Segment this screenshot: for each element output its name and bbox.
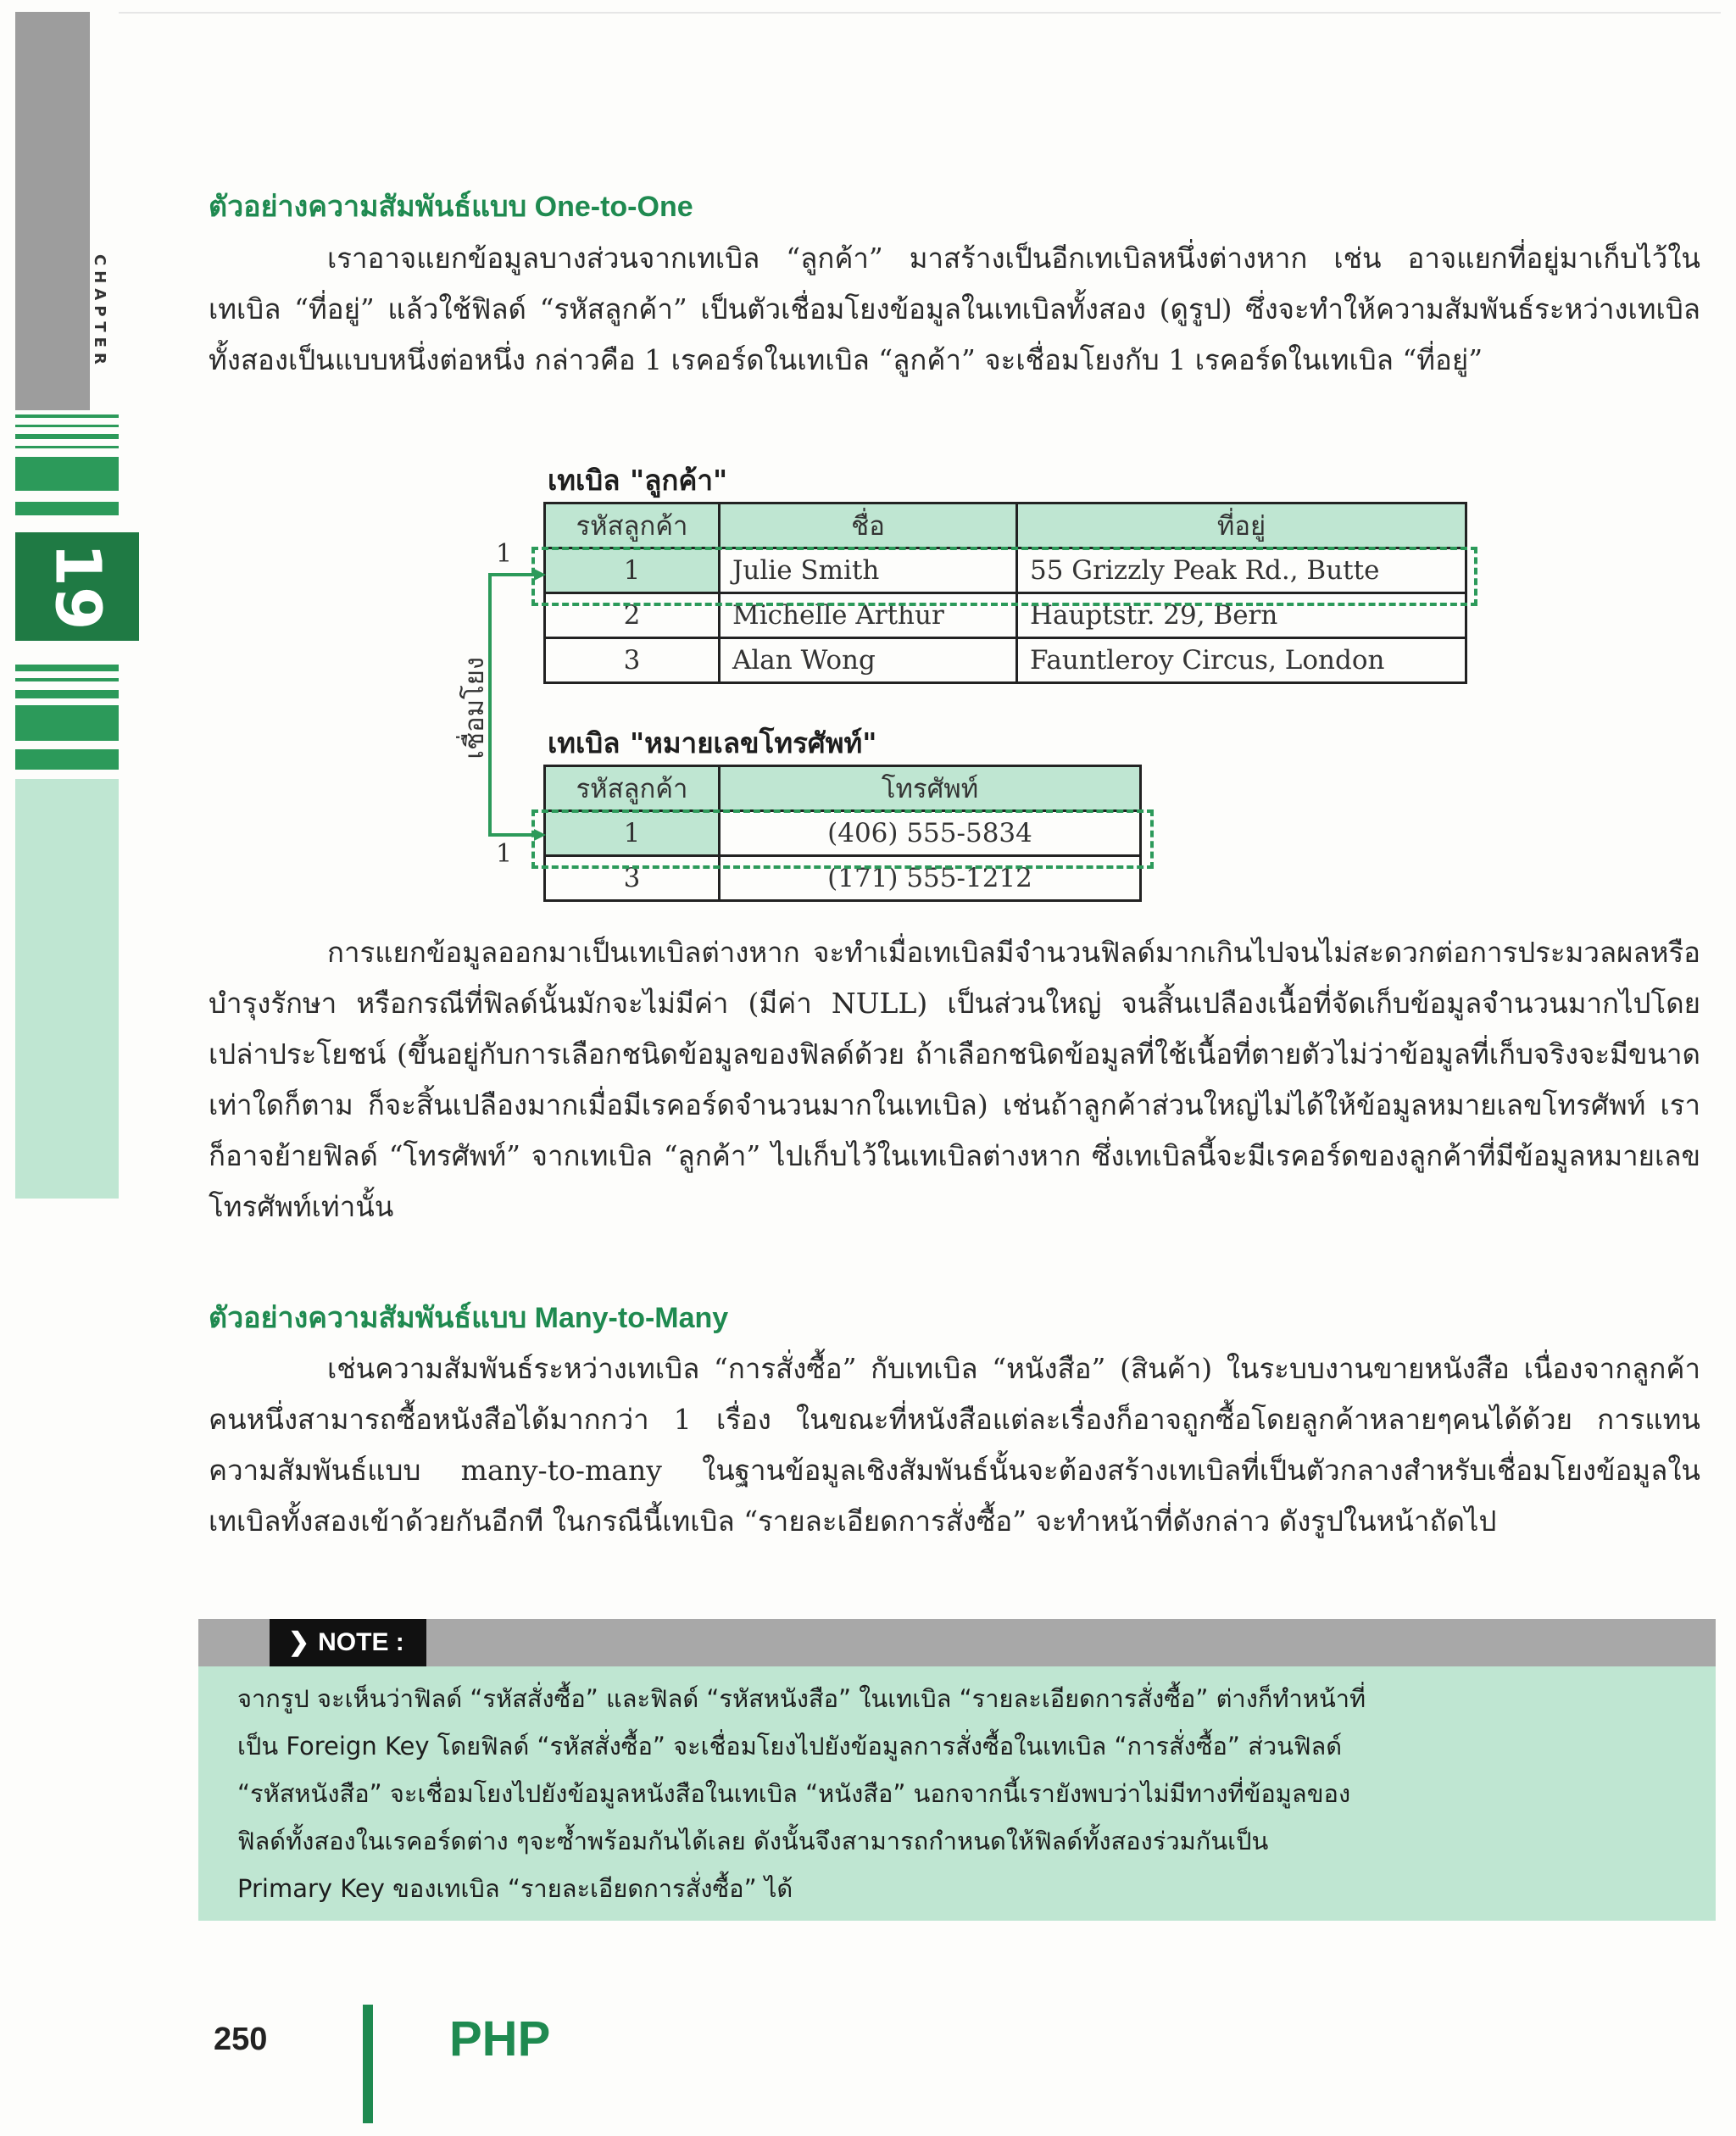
paragraph-text: การแยกข้อมูลออกมาเป็นเทเบิลต่างหาก จะทำเมื่อเทเบิลมีจำนวนฟิลด์มากเกินไปจนไม่สะดวกต่อการประมวลผลหรือบำรุงรักษา หรือกรณีที่ฟิลด์นั้นมักจะไม่มีค่า (มีค่า NULL) เป็นส่วนใหญ่ จนสิ้นเปลืองเนื้อที่จัดเก็บข้อมูลจำนวนมากไปโดยเปล่าประโยชน์ (ขึ้นอยู่กับการเลือกชนิดข้อมูลของฟิลด์ด้วย ถ้าเลือกชนิดข้อมูลที่ใช้เนื้อที่ตายตัวไม่ว่าข้อมูลที่เก็บจริงจะมีขนาดเท่าใดก็ตาม ก็จะสิ้นเปลืองมากเมื่อมีเรคอร์ดจำนวนมากในเทเบิล) เช่นถ้าลูกค้าส่วนใหญ่ไม่ได้ให้ข้อมูลหมายเลขโทรศัพท์ เราก็อาจย้ายฟิลด์ “โทรศัพท์” จากเทเบิล “ลูกค้า” ไปเก็บไว้ในเทเบิลต่างหาก ซึ่งเทเบิลนี้จะมีเรคอร์ดของลูกค้าที่มีข้อมูลหมายเลขโทรศัพท์เท่านั้น [209,936,1700,1223]
column-header: รหัสลูกค้า [545,766,720,811]
table-cell: 55 Grizzly Peak Rd., Butte [1017,548,1466,593]
strip-line [15,705,119,741]
customer-table-caption: เทเบิล "ลูกค้า" [548,464,728,497]
table-cell: (171) 555-1212 [720,856,1141,901]
paragraph-text: เราอาจแยกข้อมูลบางส่วนจากเทเบิล “ลูกค้า” มาสร้างเป็นอีกเทเบิลหนึ่งต่างหาก เช่น อาจแยกที่อยู่มาเก็บไว้ในเทเบิล “ที่อยู่” แล้วใช้ฟิลด์ “รหัสลูกค้า” เป็นตัวเชื่อมโยงข้อมูลในเทเบิลทั้งสอง (ดูรูป) ซึ่งจะทำให้ความสัมพันธ์ระหว่างเทเบิลทั้งสองเป็นแบบหนึ่งต่อหนึ่ง กล่าวคือ 1 เรคอร์ดในเทเบิล “ลูกค้า” จะเชื่อมโยงกับ 1 เรคอร์ดในเทเบิล “ที่อยู่” [209,242,1700,376]
chapter-number-box [15,532,139,641]
page-number: 250 [214,2022,268,2057]
column-header: ที่อยู่ [1017,503,1466,548]
link-label: เชื่อมโยง [459,657,490,759]
column-header: ชื่อ [720,503,1017,548]
paragraph-one-to-one [209,233,1700,386]
highlight-dashed-box [531,809,1154,869]
highlight-dashed-box [531,547,1477,606]
cardinality-one-top: 1 [496,539,513,569]
table-cell: Michelle Arthur [720,593,1017,638]
section-heading-one-to-one: ตัวอย่างความสัมพันธ์แบบ One-to-One [209,191,693,223]
table-header-row [545,766,1141,811]
table-row [545,638,1466,683]
strip-light-block [15,779,119,1199]
note-label [270,1619,426,1666]
paragraph-text: เช่นความสัมพันธ์ระหว่างเทเบิล “การสั่งซื้อ” กับเทเบิล “หนังสือ” (สินค้า) ในระบบงานขายหนังสือ เนื่องจากลูกค้าคนหนึ่งสามารถซื้อหนังสือได้มากกว่า 1 เรื่อง ในขณะที่หนังสือแต่ละเรื่องก็อาจถูกซื้อโดยลูกค้าหลายๆคนได้ด้วย การแทนความสัมพันธ์แบบ many-to-many ในฐานข้อมูลเชิงสัมพันธ์นั้นจะต้องสร้างเทเบิลที่เป็นตัวกลางสำหรับเชื่อมโยงข้อมูลในเทเบิลทั้งสองเข้าด้วยกันอีกที ในกรณีนี้เทเบิล “รายละเอียดการสั่งซื้อ” จะทำหน้าที่ดังกล่าว ดังรูปในหน้าถัดไป [209,1352,1700,1538]
cardinality-one-bottom: 1 [496,839,513,869]
note-text [237,1675,1678,1912]
table-cell: Hauptstr. 29, Bern [1017,593,1466,638]
note-line: จากรูป จะเห็นว่าฟิลด์ “รหัสสั่งซื้อ” และฟิลด์ “รหัสหนังสือ” ในเทเบิล “รายละเอียดการสั่งซื้อ” ต่างก็ทำหน้าที่ [237,1684,1366,1713]
table-cell: 3 [545,638,720,683]
arrow-head-icon [534,829,546,841]
strip-line [15,425,119,427]
strip-line [15,678,119,681]
strip-line [15,749,119,770]
table-cell: Fauntleroy Circus, London [1017,638,1466,683]
arrow-head-icon [534,569,546,581]
book-title: PHP [449,2011,551,2066]
section-heading-many-to-many: ตัวอย่างความสัมพันธ์แบบ Many-to-Many [209,1302,729,1334]
table-cell: Julie Smith [720,548,1017,593]
paragraph-many-to-many [209,1343,1700,1547]
chapter-label: CHAPTER [91,254,108,370]
note-line: Primary Key ของเทเบิล “รายละเอียดการสั่งซื้อ” ได้ [237,1874,793,1903]
chevron-right-icon: ❯ [288,1628,310,1656]
table-header-row [545,503,1466,548]
strip-line [15,502,119,515]
column-header: รหัสลูกค้า [545,503,720,548]
note-label-text: NOTE : [318,1628,404,1656]
note-line: “รหัสหนังสือ” จะเชื่อมโยงไปยังข้อมูลหนังสือในเทเบิล “หนังสือ” นอกจากนี้เรายังพบว่าไม่มีทางที่ข้อมูลของ [237,1779,1351,1808]
strip-line [15,414,119,418]
phone-table-caption: เทเบิล "หมายเลขโทรศัพท์" [548,726,877,759]
note-line: ฟิลด์ทั้งสองในเรคอร์ดต่าง ๆจะซ้ำพร้อมกันได้เลย ดังนั้นจึงสามารถกำหนดให้ฟิลด์ทั้งสองร่วมกันเป็น [237,1827,1269,1855]
strip-line [15,434,119,439]
table-cell: 1 [545,548,720,593]
strip-line [15,665,119,671]
table-cell: 3 [545,856,720,901]
strip-line [15,446,119,448]
column-header: โทรศัพท์ [720,766,1141,811]
paragraph-separate-table [209,927,1700,1232]
table-cell: (406) 555-5834 [720,811,1141,856]
footer-divider [363,2005,373,2123]
top-rule [119,12,1721,14]
connector-line [490,575,534,835]
strip-line [15,457,119,491]
table-cell: Alan Wong [720,638,1017,683]
table-cell: 1 [545,811,720,856]
note-line: เป็น Foreign Key โดยฟิลด์ “รหัสสั่งซื้อ” จะเชื่อมโยงไปยังข้อมูลการสั่งซื้อในเทเบิล “การสั่งซื้อ” ส่วนฟิลด์ [237,1732,1343,1761]
strip-line [15,690,119,698]
chapter-number: 19 [40,542,114,631]
table-cell: 2 [545,593,720,638]
